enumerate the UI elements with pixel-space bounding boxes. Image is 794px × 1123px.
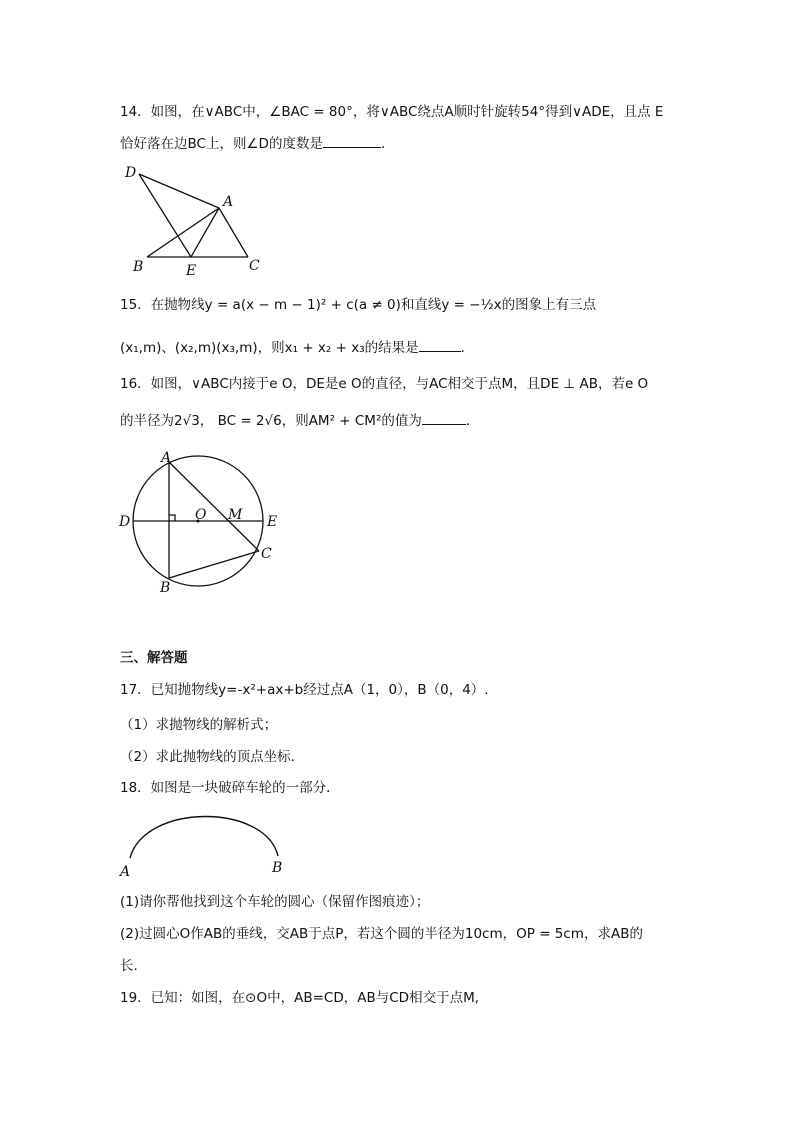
q18-sub-2-cont: 长． [120, 958, 147, 974]
q14-diagram [120, 160, 270, 280]
point-e-label: E [267, 514, 278, 530]
point-d-label: D [125, 165, 137, 181]
q16-line-2-end: ． [465, 413, 480, 429]
q14-figure [120, 160, 270, 280]
point-b-label: B [160, 580, 171, 596]
point-m-label: M [228, 507, 243, 523]
q18-figure [115, 808, 295, 883]
q17-sub-2: （2）求此抛物线的顶点坐标． [120, 749, 305, 765]
segment-da [139, 174, 219, 208]
point-a-label: A [120, 864, 131, 880]
answer-blank [323, 133, 381, 148]
q16-line-2 [120, 410, 479, 431]
q14-line-2-text: 恰好落在边BC上，则∠D的度数是 [120, 136, 323, 152]
point-o-label: O [195, 507, 207, 523]
right-angle-mark [169, 515, 175, 521]
q14-line-2 [120, 133, 394, 154]
q16-diagram [115, 445, 295, 600]
q15-line-2-text: (x₁,m)、(x₂,m)(x₃,m)，则x₁ + x₂ + x₃的结果是 [120, 340, 419, 356]
answer-blank [419, 337, 461, 352]
point-c-label: C [261, 546, 272, 562]
point-a-label: A [223, 194, 234, 210]
point-e-label: E [186, 263, 197, 279]
q17-stem: 17．已知抛物线y=-x²+ax+b经过点A（1，0），B（0，4）. [120, 682, 489, 698]
q18-sub-1: (1)请你帮他找到这个车轮的圆心（保留作图痕迹）； [120, 894, 430, 910]
q18-sub-2: (2)过圆心O作AB的垂线，交AB于点P，若这个圆的半径为10cm，OP = 5cm，求AB的 [120, 926, 643, 942]
q18-stem: 18．如图是一块破碎车轮的一部分． [120, 780, 340, 796]
point-d-label: D [119, 514, 131, 530]
q14-line-1: 14．如图，在∨ABC中，∠BAC = 80°，将∨ABC绕点A顺时针旋转54°得到∨ADE，且点 E [120, 104, 664, 120]
segment-ab [147, 208, 219, 257]
answer-blank [422, 410, 466, 425]
point-b-label: B [272, 860, 283, 876]
q16-line-1: 16．如图，∨ABC内接于e O，DE是e O的直径，与AC相交于点M，且DE ⊥ AB，若e O [120, 376, 649, 392]
q16-figure [115, 445, 295, 600]
q14-line-2-end: ． [380, 136, 395, 152]
q15-line-2-end: ． [460, 340, 475, 356]
q17-sub-1: （1）求抛物线的解析式； [120, 717, 278, 733]
segment-ac [219, 208, 248, 257]
point-c-label: C [249, 258, 260, 274]
q15-line-1: 15．在抛物线y = a(x − m − 1)² + c(a ≠ 0)和直线y = −½x的图象上有三点 [120, 297, 597, 313]
q15-line-2 [120, 337, 474, 358]
section-heading: 三、解答题 [120, 650, 188, 666]
segment-ae [191, 208, 219, 257]
chord-ac [169, 462, 259, 551]
q16-line-2-text: 的半径为2√3， BC = 2√6，则AM² + CM²的值为 [120, 413, 422, 429]
point-b-label: B [133, 259, 144, 275]
q19-stem: 19．已知：如图，在⊙O中，AB=CD，AB与CD相交于点M, [120, 990, 480, 1006]
wheel-arc [130, 816, 278, 858]
point-a-label: A [161, 450, 172, 466]
q18-diagram [115, 808, 295, 883]
